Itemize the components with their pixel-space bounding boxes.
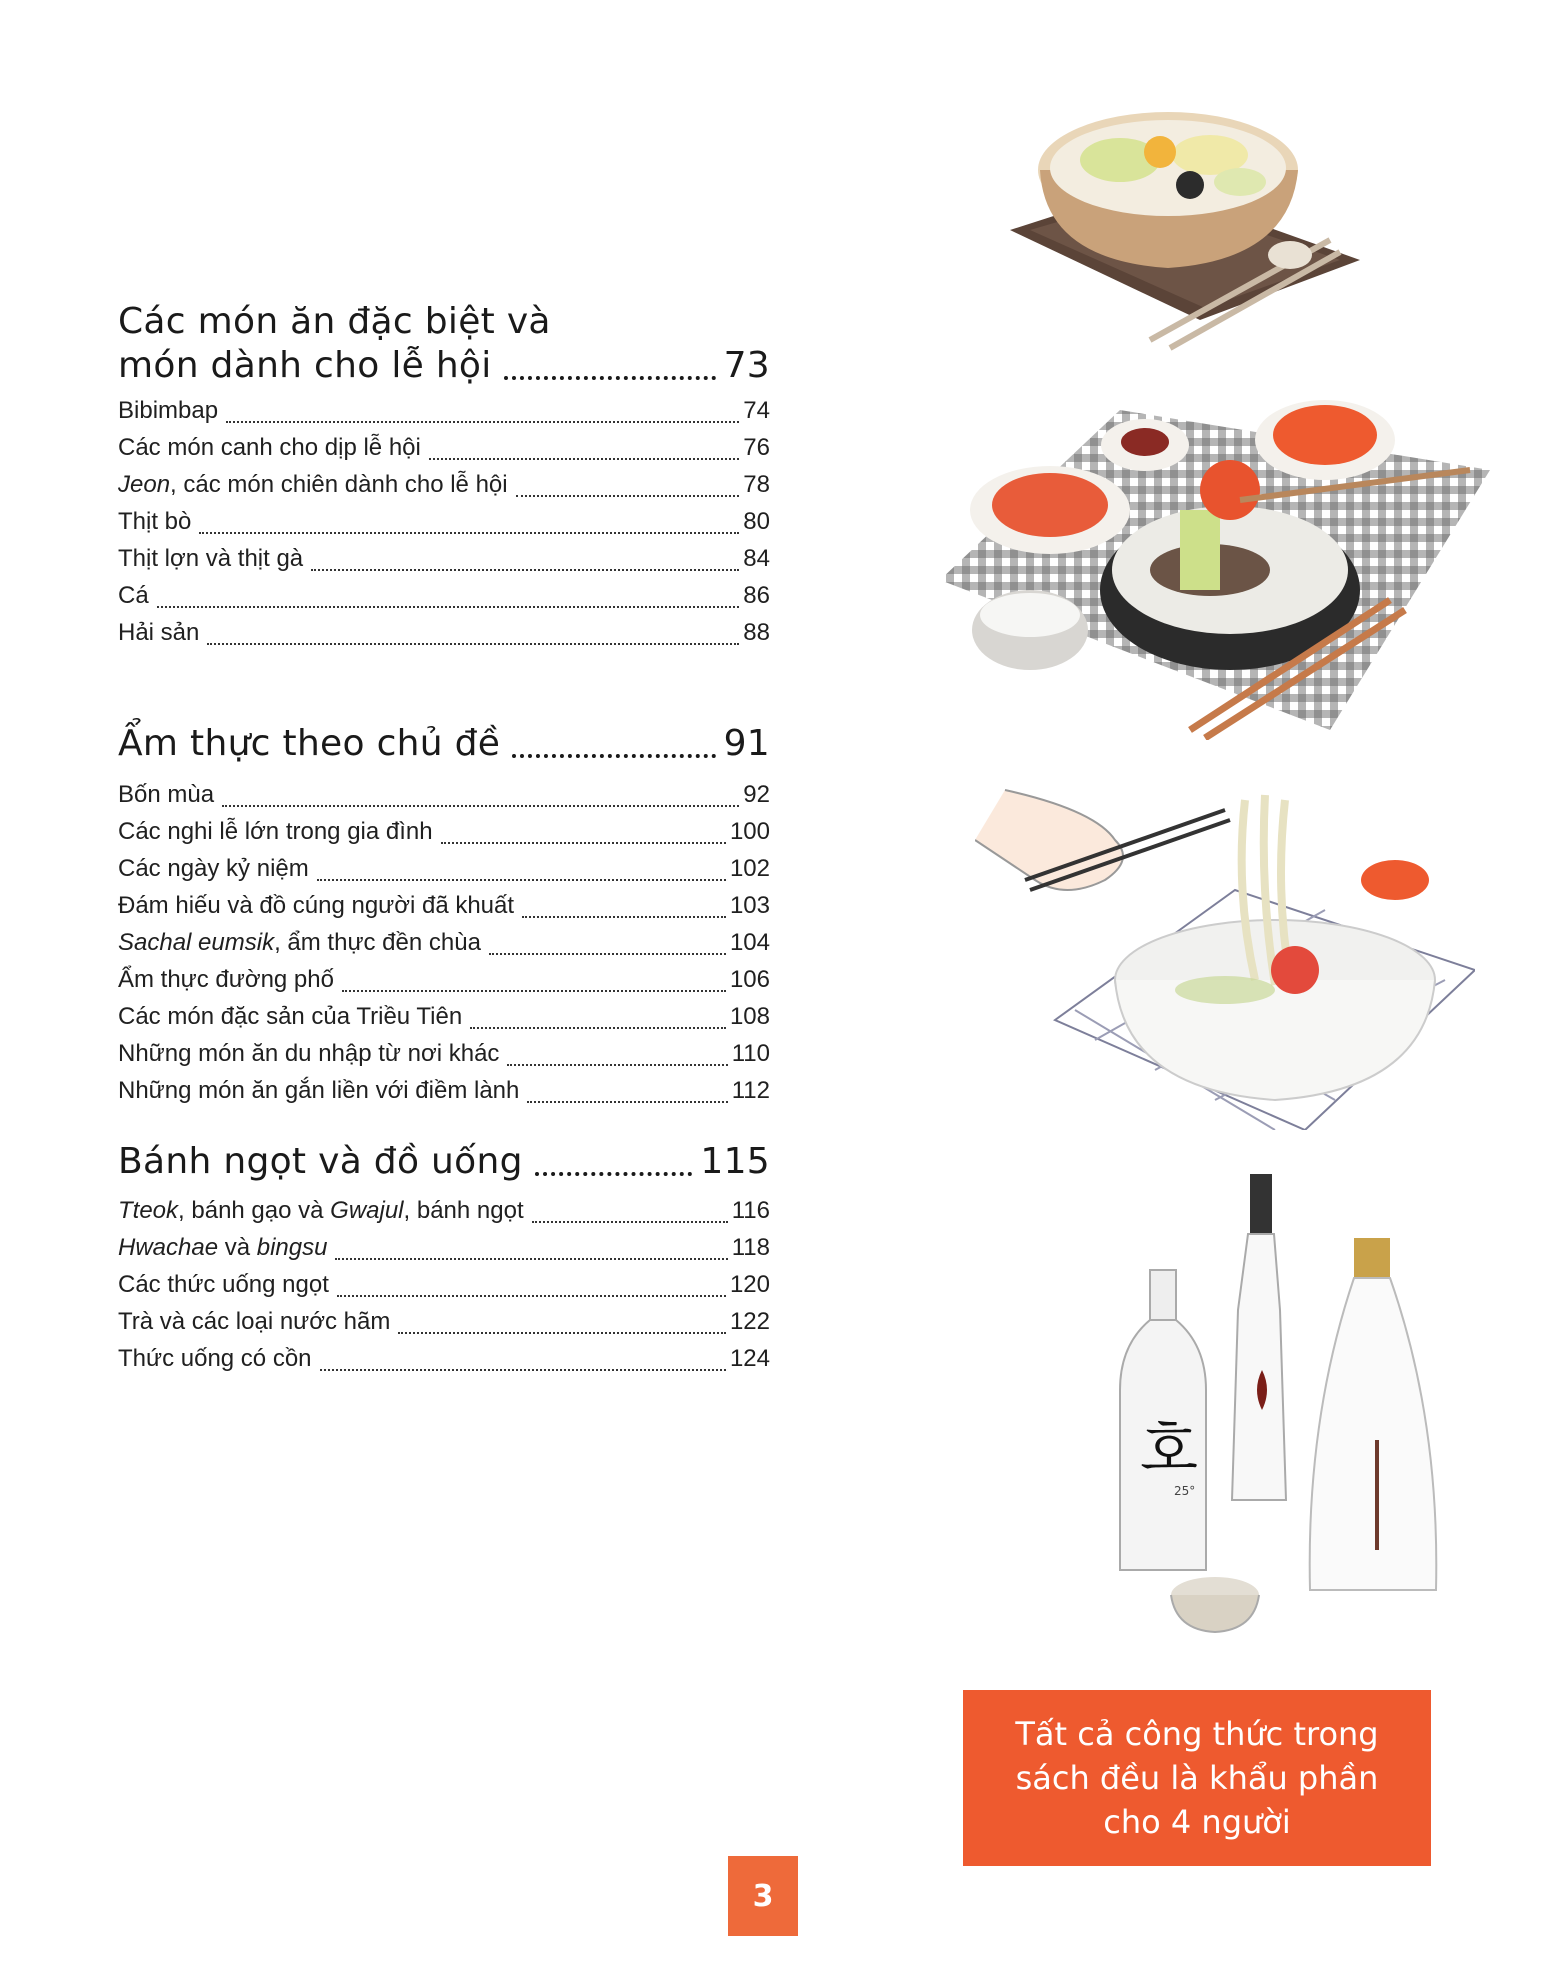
entry-page: 74 [743,397,770,424]
toc-entry[interactable] [118,1035,770,1072]
dot-leader [429,458,739,460]
toc-entry[interactable] [118,1229,770,1266]
entry-title: Các ngày kỷ niệm [118,855,309,882]
section-title [118,300,770,388]
dot-leader [320,1369,726,1371]
toc-entry[interactable] [118,961,770,998]
beef-soup-table-icon [930,390,1490,740]
entry-title-italic2: bingsu [256,1234,328,1261]
entry-page: 122 [729,1308,770,1335]
entry-page: 78 [743,471,770,498]
entry-title-rest: , ẩm thực đền chùa [274,929,481,956]
entry-title [118,1192,524,1229]
cold-noodles-icon [975,770,1475,1130]
entry-title [118,466,508,503]
dot-leader [489,953,726,955]
entry-title: Những món ăn du nhập từ nơi khác [118,1040,500,1067]
section-title-line1: Các món ăn đặc biệt và [118,301,551,342]
toc-entry[interactable] [118,429,770,466]
entry-page: 84 [743,545,770,572]
entry-title-italic2: Gwajul [330,1197,404,1224]
entry-page: 106 [729,966,770,993]
toc-entry[interactable] [118,813,770,850]
toc-entry[interactable] [118,924,770,961]
section-title-text: Bánh ngọt và đồ uống [118,1141,523,1182]
entry-page: 88 [743,619,770,646]
entry-page: 118 [731,1234,770,1261]
toc-entry[interactable] [118,577,770,614]
servings-note-line1: Tất cả công thức trong [1015,1715,1379,1753]
servings-note-line3: cho 4 người [1103,1803,1291,1841]
toc-section-special-festival [118,300,770,651]
dot-leader [522,916,726,918]
toc-entry[interactable] [118,503,770,540]
section-title-text: Ẩm thực theo chủ đề [118,723,501,764]
servings-note-line2: sách đều là khẩu phần [1015,1759,1379,1797]
toc-entry[interactable] [118,540,770,577]
toc-entry[interactable] [118,1266,770,1303]
dot-leader [516,495,740,497]
section-page-number: 91 [723,723,770,764]
entry-page: 112 [731,1077,770,1104]
entry-title: Bibimbap [118,397,219,424]
page-number: 3 [728,1856,798,1936]
toc-entry[interactable] [118,850,770,887]
dot-leader [226,421,739,423]
dot-leader [532,1221,728,1223]
dot-leader [207,643,739,645]
toc-entry[interactable] [118,466,770,503]
dot-leader [470,1027,726,1029]
entry-title: Thức uống có cồn [118,1345,312,1372]
entry-title: Các nghi lễ lớn trong gia đình [118,818,433,845]
entry-page: 124 [729,1345,770,1372]
entry-page: 80 [743,508,770,535]
dot-leader [441,842,726,844]
section-page-number: 73 [723,345,770,386]
toc-entry[interactable] [118,1340,770,1377]
dot-leader [507,1064,727,1066]
entry-page: 120 [729,1271,770,1298]
dot-leader [311,569,739,571]
entry-title [118,924,481,961]
toc-entry[interactable] [118,1072,770,1109]
entry-title: Các món canh cho dịp lễ hội [118,434,421,461]
entry-title-rest: , bánh gạo và [178,1197,331,1224]
toc-section-sweets-drinks [118,1140,770,1377]
dot-leader [222,805,739,807]
section-title [118,722,770,766]
entry-page: 92 [743,781,770,808]
entry-page: 116 [731,1197,770,1224]
entry-page: 108 [729,1003,770,1030]
toc-entry[interactable] [118,776,770,813]
dot-leader [535,1172,693,1176]
entry-title-rest2: , bánh ngọt [403,1197,524,1224]
rice-cake-soup-bowl-icon [1000,90,1370,360]
entry-title-rest: và [218,1234,257,1261]
entry-page: 100 [729,818,770,845]
dot-leader [504,376,716,380]
dot-leader [335,1258,727,1260]
entry-page: 76 [743,434,770,461]
entry-page: 86 [743,582,770,609]
dot-leader [342,990,726,992]
entry-page: 110 [731,1040,770,1067]
dot-leader [317,879,726,881]
toc-entry[interactable] [118,392,770,429]
dot-leader [512,754,715,758]
entry-title: Thịt bò [118,508,192,535]
servings-note [963,1690,1431,1866]
dot-leader [527,1101,727,1103]
section-page-number: 115 [700,1141,770,1182]
entry-title: Bốn mùa [118,781,215,808]
toc-entry[interactable] [118,998,770,1035]
entry-title-rest: , các món chiên dành cho lễ hội [170,471,508,498]
entry-title-italic: Jeon [118,471,171,498]
section-title [118,1140,770,1184]
toc-section-themed-cuisine [118,722,770,1109]
entry-title [118,1229,327,1266]
soju-bottles-icon [1110,1170,1450,1640]
bottle-label-percent: 25° [1174,1484,1196,1498]
toc-entry[interactable] [118,614,770,651]
entry-page: 103 [729,892,770,919]
bottle-label-glyph: 호 [1140,1415,1198,1485]
dot-leader [398,1332,726,1334]
toc-entry[interactable] [118,1192,770,1229]
entry-title: Những món ăn gắn liền với điềm lành [118,1077,520,1104]
dot-leader [337,1295,726,1297]
dot-leader [199,532,739,534]
entry-title: Trà và các loại nước hãm [118,1308,391,1335]
entry-title-italic: Hwachae [118,1234,219,1261]
section-title-line2: món dành cho lễ hội [118,345,492,386]
entry-title: Cá [118,582,149,609]
entry-title: Thịt lợn và thịt gà [118,545,304,572]
entry-title: Ẩm thực đường phố [118,966,334,993]
toc-entry[interactable] [118,887,770,924]
entry-title: Hải sản [118,619,200,646]
dot-leader [157,606,740,608]
entry-title-italic: Sachal eumsik [118,929,275,956]
entry-title: Đám hiếu và đồ cúng người đã khuất [118,892,515,919]
toc-entry[interactable] [118,1303,770,1340]
entry-title-italic: Tteok [118,1197,179,1224]
entry-page: 102 [729,855,770,882]
entry-page: 104 [729,929,770,956]
entry-title: Các món đặc sản của Triều Tiên [118,1003,463,1030]
entry-title: Các thức uống ngọt [118,1271,329,1298]
